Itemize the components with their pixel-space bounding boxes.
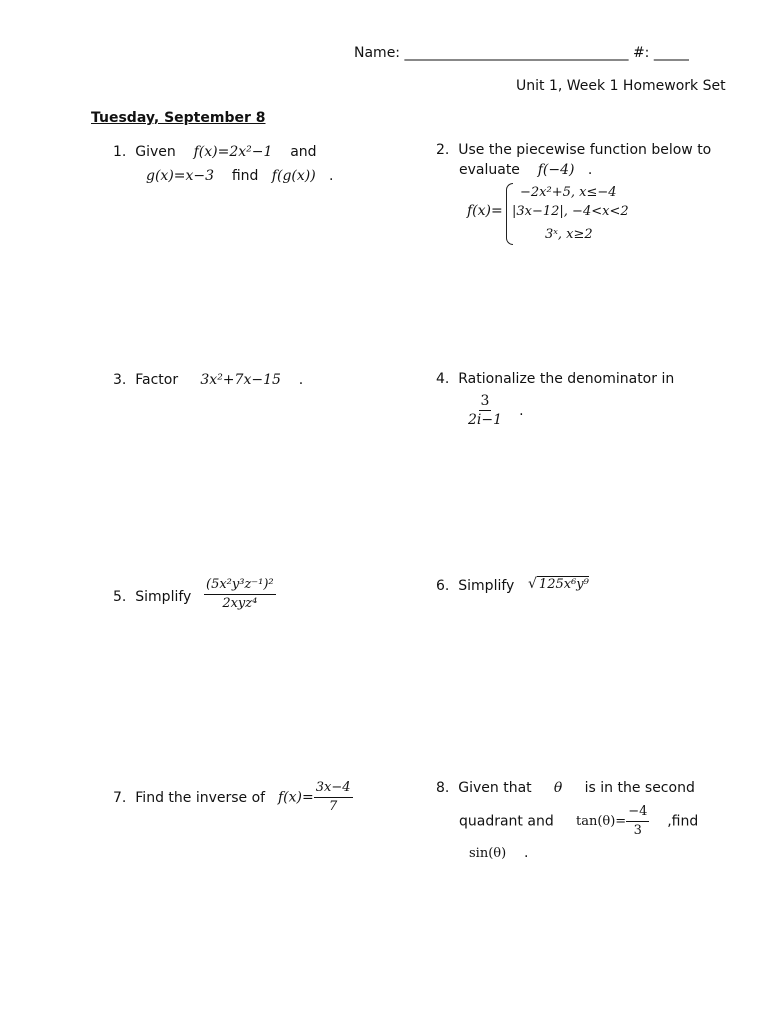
name-label: Name: [354, 45, 401, 61]
fraction-denominator: 2xyz⁴ [222, 596, 258, 611]
fraction [314, 780, 353, 815]
problem-text: evaluate [459, 162, 520, 178]
problem-7 [113, 790, 265, 806]
piecewise-case: |3x−12|, −4<x<2 [512, 204, 629, 219]
problem-7-expression [278, 780, 353, 815]
problem-text: ,find [667, 813, 699, 830]
problem-text: Given that [458, 780, 532, 796]
fraction-numerator: −4 [626, 804, 649, 822]
problem-text: find [231, 168, 259, 184]
problem-6 [436, 578, 514, 594]
math-expression: f(x)= [278, 789, 314, 806]
piecewise-case: 3ˣ, x≥2 [545, 227, 593, 242]
problem-2 [436, 142, 711, 158]
problem-5 [113, 589, 191, 605]
name-line [354, 45, 689, 61]
fraction [626, 804, 649, 839]
problem-text: and [290, 144, 317, 160]
problem-5-fraction [204, 577, 276, 612]
problem-text: quadrant and [459, 813, 554, 830]
period: . [298, 372, 304, 388]
sqrt-symbol: √ [528, 576, 537, 592]
problem-text: Given [135, 144, 176, 160]
number-label: #: [632, 45, 650, 61]
fraction [204, 577, 276, 612]
problem-text: Use the piecewise function below to [458, 142, 712, 158]
piecewise-case: −2x²+5, x≤−4 [520, 185, 617, 200]
fraction-denominator: 2i−1 [468, 412, 503, 428]
problem-text: Factor [135, 372, 179, 388]
period: . [523, 845, 529, 861]
problem-4 [436, 371, 674, 387]
problem-number: 5. [113, 589, 127, 605]
problem-2-line-2 [459, 162, 592, 178]
problem-8-line-2 [459, 804, 698, 839]
unit-title: Unit 1, Week 1 Homework Set [516, 78, 726, 94]
radicand: 125x⁶y⁹ [538, 577, 589, 592]
problem-number: 6. [436, 578, 450, 594]
math-expression: f(−4) [537, 162, 575, 178]
problem-8-line-3 [469, 845, 528, 861]
problem-number: 1. [113, 144, 127, 160]
name-blank[interactable]: ________________________________ [404, 45, 629, 61]
problem-number: 7. [113, 790, 127, 806]
problem-6-radical [528, 576, 589, 592]
period: . [329, 168, 334, 184]
theta-symbol: θ [553, 780, 563, 796]
period: . [587, 162, 593, 178]
problem-number: 4. [436, 371, 450, 387]
math-expression: 3x²+7x−15 [200, 372, 281, 388]
math-expression: tan(θ)= [575, 814, 627, 829]
fraction-numerator: (5x²y³z⁻¹)² [204, 577, 276, 595]
problem-3 [113, 372, 303, 388]
fraction-numerator: 3x−4 [314, 780, 353, 798]
piecewise-lhs: f(x)= [467, 203, 503, 219]
problem-number: 2. [436, 142, 450, 158]
problem-number: 8. [436, 780, 450, 796]
problem-text: Rationalize the denominator in [458, 371, 675, 387]
fraction-denominator: 7 [328, 799, 338, 814]
math-expression: sin(θ) [469, 846, 507, 861]
period: . [519, 403, 524, 419]
problem-number: 3. [113, 372, 127, 388]
date-title: Tuesday, September 8 [91, 110, 266, 126]
problem-text: Simplify [458, 578, 515, 594]
math-expression: g(x)=x−3 [146, 168, 215, 184]
math-expression: f(g(x)) [271, 168, 316, 184]
number-blank[interactable]: _____ [653, 45, 689, 61]
fraction-numerator: 3 [480, 393, 490, 409]
problem-text: Find the inverse of [135, 790, 266, 806]
problem-4-fraction [466, 393, 524, 428]
fraction [466, 393, 504, 428]
fraction-denominator: 3 [633, 823, 642, 838]
problem-text: is in the second [584, 780, 695, 796]
problem-1-line-2 [146, 168, 334, 184]
problem-1 [113, 144, 317, 160]
math-expression: f(x)=2x²−1 [193, 144, 273, 160]
problem-text: Simplify [135, 589, 192, 605]
problem-8 [436, 780, 695, 796]
